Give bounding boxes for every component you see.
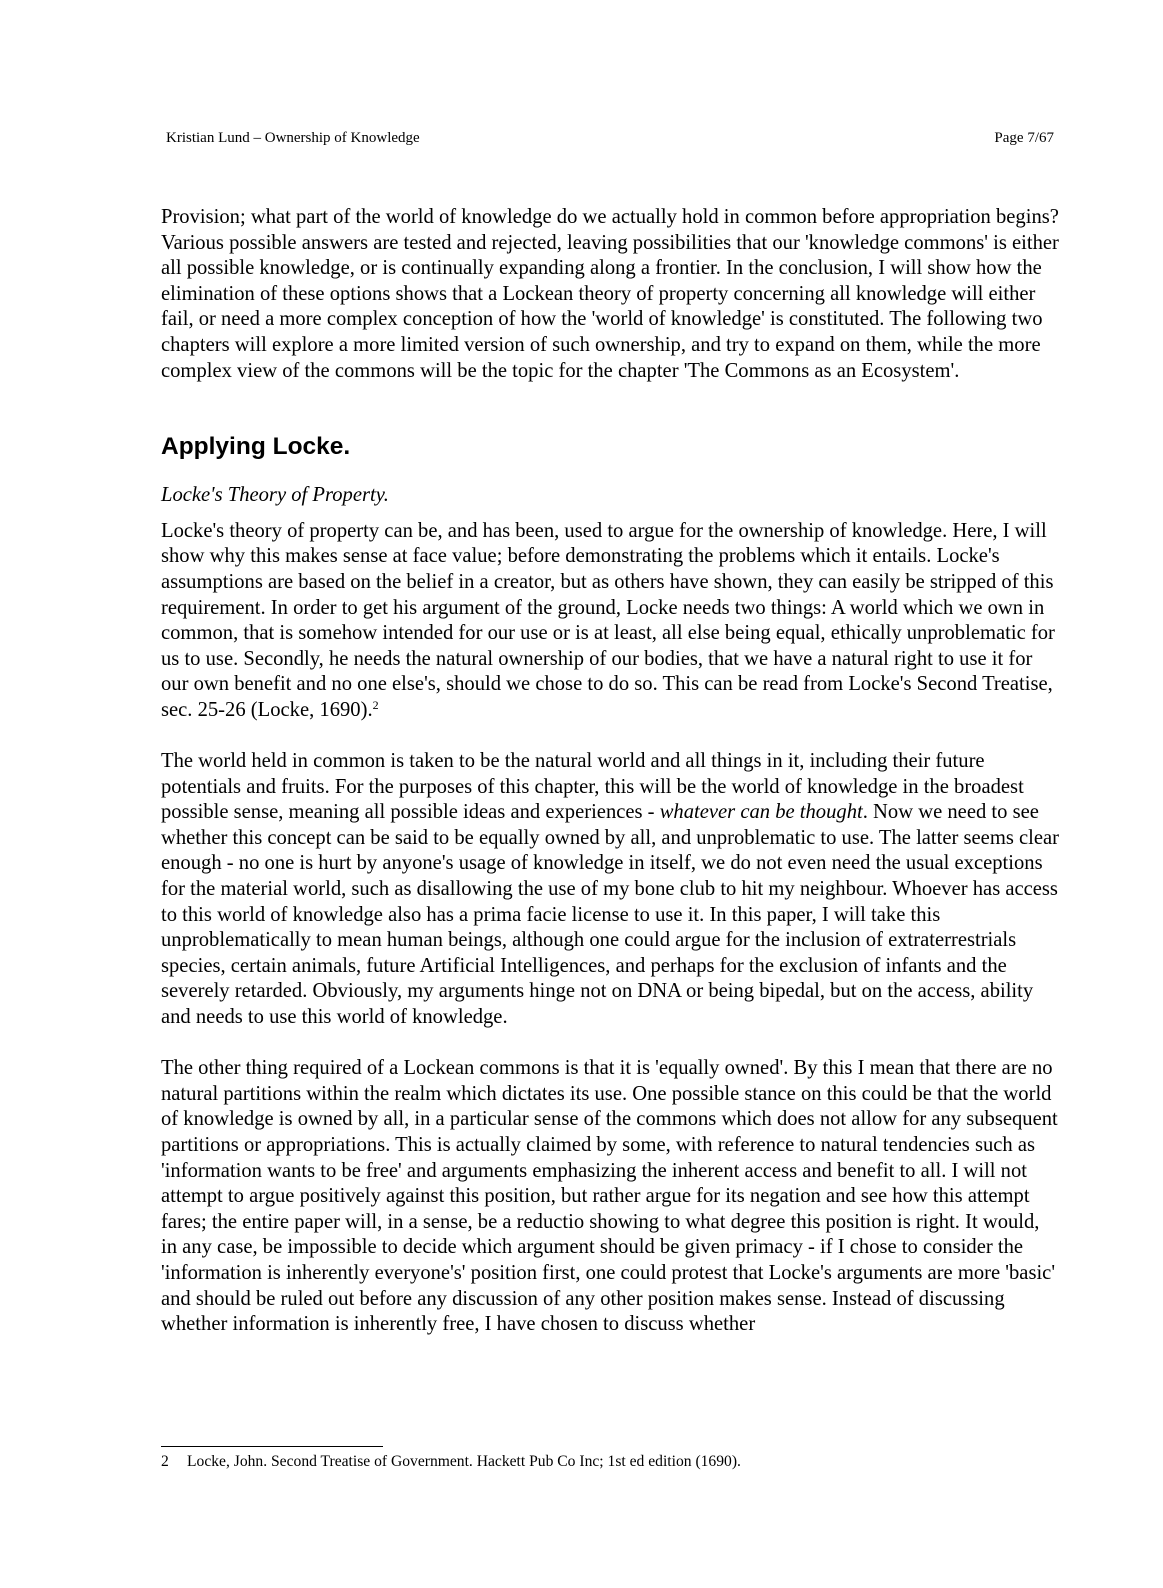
header-page-number: Page 7/67 [994, 130, 1054, 146]
emphasis-text: whatever can be thought [659, 801, 863, 824]
header-author-title: Kristian Lund – Ownership of Knowledge [166, 130, 420, 146]
running-header [166, 128, 1054, 148]
footnote-number: 2 [161, 1453, 169, 1470]
section-heading: Applying Locke. [161, 433, 351, 461]
paragraph-world-in-common [161, 749, 1059, 1031]
footnote [161, 1452, 1059, 1472]
page-body [161, 205, 1059, 1338]
subsection-heading: Locke's Theory of Property. [161, 484, 389, 507]
footnote-separator [161, 1446, 383, 1447]
footnote-reference[interactable]: 2 [372, 697, 379, 712]
intro-paragraph: Provision; what part of the world of knowledge do we actually hold in common before appropriation begins? Various possible answers are tested and rejected, leaving possibilities that our 'knowledge commons' is either all possible knowledge, or is continually expanding along a frontier. In the conclusion, I will show how the elimination of these options shows that a Lockean theory of property concerning all knowledge will either fail, or need a more complex conception of how the 'world of knowledge' is constituted. The following two chapters will explore a more limited version of such ownership, and try to expand on them, while the more complex view of the commons will be the topic for the chapter 'The Commons as an Ecosystem'. [161, 206, 1059, 382]
footnote-text: Locke, John. Second Treatise of Government. Hackett Pub Co Inc; 1st ed edition (1690). [187, 1453, 741, 1470]
paragraph-equally-owned: The other thing required of a Lockean commons is that it is 'equally owned'. By this I mean that there are no natural partitions within the realm which dictates its use. One possible stance on this could be that the world of knowledge is owned by all, in a particular sense of the commons which does not allow for any subsequent partitions or appropriations. This is actually claimed by some, with reference to natural tendencies such as 'information wants to be free' and arguments emphasizing the inherent access and benefit to all. I will not attempt to argue positively against this position, but rather argue for its negation and see how this attempt fares; the entire paper will, in a sense, be a reductio showing to what degree this position is right. It would, in any case, be impossible to decide which argument should be given primacy - if I chose to consider the 'information is inherently everyone's' position first, one could protest that Locke's arguments are more 'basic' and should be ruled out before any discussion of any other position makes sense. Instead of discussing whether information is inherently free, I have chosen to discuss whether [161, 1057, 1058, 1336]
paragraph-text-part: The world held in common is taken to be the natural world and all things in it, including their future potentials and fruits. For the purposes of this chapter, this will be the world of knowledge in the broadest possible sense, meaning all possible ideas and experiences - [161, 750, 1024, 824]
paragraph-locke-theory-text: Locke's theory of property can be, and has been, used to argue for the ownership of knowledge. Here, I will show why this makes sense at face value; before demonstrating the problems which it entails. Locke's assumptions are based on the belief in a creator, but as others have shown, they can easily be stripped of this requirement. In order to get his argument of the ground, Locke needs two things: A world which we own in common, that is somehow intended for our use or is at least, all else being equal, ethically unproblematic for us to use. Secondly, he needs the natural ownership of our bodies, that we have a natural right to use it for our own benefit and no one else's, should we chose to do so. This can be read from Locke's Second Treatise, sec. 25-26 (Locke, 1690). [161, 519, 1055, 721]
paragraph-locke-theory [161, 519, 1059, 724]
paragraph-text-part: . Now we need to see whether this concept can be said to be equally owned by all, and unproblematic to use. The latter seems clear enough - no one is hurt by anyone's usage of knowledge in itself, we do not even need the usual exceptions for the material world, such as disallowing the use of my bone club to hit my neighbour. Whoever has access to this world of knowledge also has a prima facie license to use it. In this paper, I will take this unproblematically to mean human beings, although one could argue for the inclusion of extraterrestrials species, certain animals, future Artificial Intelligences, and perhaps for the exclusion of infants and the severely retarded. Obviously, my arguments hinge not on DNA or being bipedal, but on the access, ability and needs to use this world of knowledge. [161, 801, 1059, 1029]
